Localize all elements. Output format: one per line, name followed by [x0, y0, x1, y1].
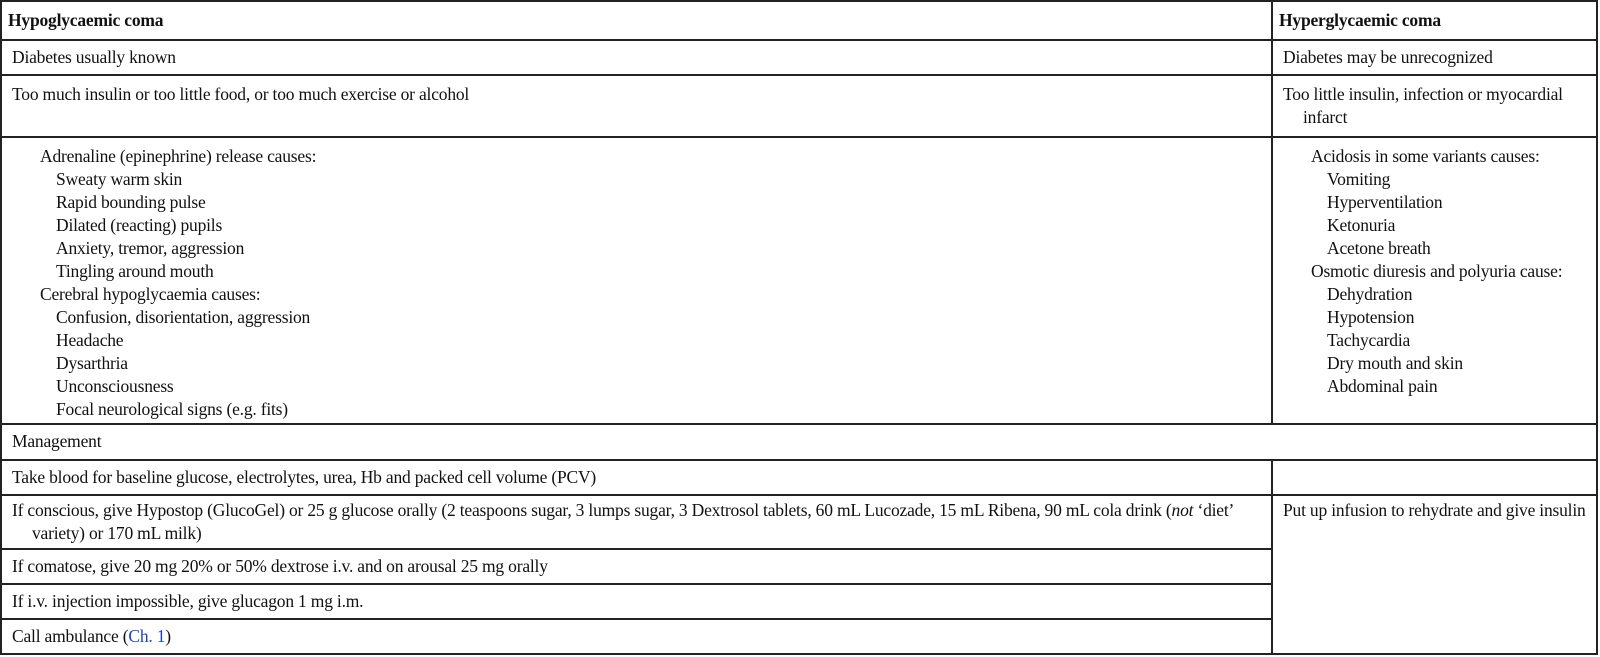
- hyper-group-heading: Acidosis in some variants causes:: [1311, 146, 1540, 166]
- list-item: Headache: [56, 330, 124, 350]
- list-item: Abdominal pain: [1327, 376, 1438, 396]
- conscious-text-italic: not: [1171, 500, 1194, 520]
- ambulance-text: Call ambulance (: [12, 626, 129, 646]
- table-row: [1, 75, 1597, 137]
- management-heading: Management: [1, 424, 1597, 460]
- hypo-signs-cell: [1, 137, 1272, 424]
- list-item: Rapid bounding pulse: [56, 192, 206, 212]
- header-row: [1, 1, 1597, 40]
- ambulance-text-end: ): [165, 626, 171, 646]
- hypo-group-heading: Adrenaline (epinephrine) release causes:: [40, 146, 317, 166]
- list-item: Tachycardia: [1327, 330, 1411, 350]
- list-item: Vomiting: [1327, 169, 1391, 189]
- hypo-take-blood: Take blood for baseline glucose, electrolytes, urea, Hb and packed cell volume (PCV): [1, 460, 1272, 495]
- list-item: Acetone breath: [1327, 238, 1431, 258]
- hypo-if-conscious: [1, 495, 1272, 549]
- list-item: Dehydration: [1327, 284, 1413, 304]
- hyper-infusion: Put up infusion to rehydrate and give insulin: [1272, 495, 1597, 654]
- list-item: Unconsciousness: [56, 376, 174, 396]
- hyper-causes: Too little insulin, infection or myocardial infarct: [1272, 75, 1597, 137]
- table-row: [1, 460, 1597, 495]
- hyper-signs-cell: [1272, 137, 1597, 424]
- list-item: Dilated (reacting) pupils: [56, 215, 223, 235]
- chapter-1-link[interactable]: Ch. 1: [128, 626, 166, 646]
- header-hypoglycaemic: Hypoglycaemic coma: [1, 1, 1272, 40]
- hypo-call-ambulance: [1, 619, 1272, 654]
- hypo-diabetes-known: Diabetes usually known: [1, 40, 1272, 75]
- hyper-empty-cell: [1272, 460, 1597, 495]
- table-row: [1, 137, 1597, 424]
- list-item: Dysarthria: [56, 353, 128, 373]
- hypo-if-comatose: If comatose, give 20 mg 20% or 50% dextrose i.v. and on arousal 25 mg orally: [1, 549, 1272, 584]
- list-item: Ketonuria: [1327, 215, 1396, 235]
- list-item: Hypotension: [1327, 307, 1415, 327]
- list-item: Focal neurological signs (e.g. fits): [56, 399, 288, 419]
- header-hyperglycaemic: Hyperglycaemic coma: [1272, 1, 1597, 40]
- hyper-diabetes-unrecognized: Diabetes may be unrecognized: [1272, 40, 1597, 75]
- list-item: Confusion, disorientation, aggression: [56, 307, 311, 327]
- list-item: Tingling around mouth: [56, 261, 214, 281]
- table-row: [1, 495, 1597, 549]
- conscious-text-end: ‘diet’ variety) or 170 mL milk): [32, 500, 1233, 543]
- list-item: Sweaty warm skin: [56, 169, 183, 189]
- hypo-causes: Too much insulin or too little food, or too much exercise or alcohol: [1, 75, 1272, 137]
- list-item: Hyperventilation: [1327, 192, 1443, 212]
- list-item: Dry mouth and skin: [1327, 353, 1463, 373]
- hyper-group-heading: Osmotic diuresis and polyuria cause:: [1311, 261, 1563, 281]
- list-item: Anxiety, tremor, aggression: [56, 238, 245, 258]
- hypo-glucagon: If i.v. injection impossible, give glucagon 1 mg i.m.: [1, 584, 1272, 619]
- table-row: [1, 40, 1597, 75]
- hypo-group-heading: Cerebral hypoglycaemia causes:: [40, 284, 261, 304]
- management-row: [1, 424, 1597, 460]
- conscious-text-start: If conscious, give Hypostop (GlucoGel) or 25 g glucose orally (2 teaspoons sugar, 3 lumps sugar, 3 Dextrosol tablets, 60 mL Lucozade, 15 mL Ribena, 90 mL cola drink (: [12, 500, 1172, 520]
